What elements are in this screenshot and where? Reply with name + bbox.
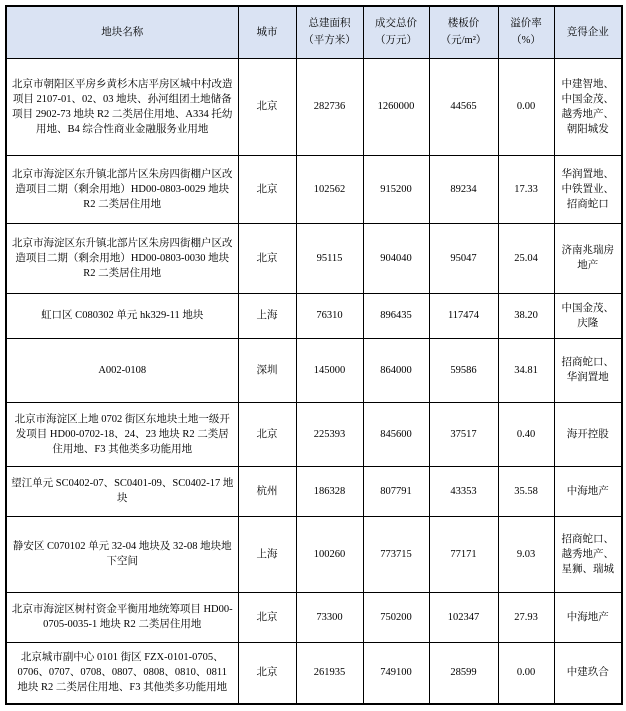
cell-area: 76310 (296, 293, 363, 338)
cell-total_price: 904040 (363, 223, 429, 293)
cell-name: 虹口区 C080302 单元 hk329-11 地块 (6, 293, 238, 338)
cell-city: 北京 (238, 223, 296, 293)
table-body (6, 58, 622, 704)
cell-area: 282736 (296, 58, 363, 155)
col-header-label: 溢价率 (510, 18, 542, 30)
col-header-unit: （元/m²） (440, 35, 487, 47)
cell-name: 静安区 C070102 单元 32-04 地块及 32-08 地块地下空间 (6, 516, 238, 592)
cell-winner: 中建智地、中国金茂、越秀地产、朝阳城发 (554, 58, 622, 155)
table-row (6, 223, 622, 293)
cell-name: 北京市海淀区上地 0702 街区东地块土地一级开发项目 HD00-0702-18、24、23 地块 R2 二类居住用地、F3 其他类多功能用地 (6, 402, 238, 466)
cell-floor_price: 89234 (429, 155, 498, 223)
table-row (6, 58, 622, 155)
cell-city: 杭州 (238, 466, 296, 516)
cell-winner: 中建玖合 (554, 642, 622, 704)
table-row (6, 592, 622, 642)
cell-total_price: 749100 (363, 642, 429, 704)
col-header-label: 楼板价 (447, 18, 480, 30)
col-header-unit: （%） (511, 35, 541, 47)
cell-total_price: 807791 (363, 466, 429, 516)
cell-total_price: 1260000 (363, 58, 429, 155)
table-row (6, 466, 622, 516)
cell-city: 深圳 (238, 338, 296, 402)
cell-floor_price: 117474 (429, 293, 498, 338)
cell-floor_price: 37517 (429, 402, 498, 466)
cell-winner: 中海地产 (554, 466, 622, 516)
cell-name: 望江单元 SC0402-07、SC0401-09、SC0402-17 地块 (6, 466, 238, 516)
cell-city: 上海 (238, 293, 296, 338)
cell-premium: 34.81 (498, 338, 554, 402)
cell-premium: 0.40 (498, 402, 554, 466)
cell-total_price: 896435 (363, 293, 429, 338)
cell-floor_price: 77171 (429, 516, 498, 592)
cell-total_price: 915200 (363, 155, 429, 223)
col-header-label: 地块名称 (101, 26, 144, 38)
cell-name: A002-0108 (6, 338, 238, 402)
cell-name: 北京市海淀区东升镇北部片区朱房四街棚户区改造项目二期（剩余用地）HD00-0803-0029 地块 R2 二类居住用地 (6, 155, 238, 223)
cell-area: 102562 (296, 155, 363, 223)
cell-total_price: 864000 (363, 338, 429, 402)
cell-name: 北京城市副中心 0101 街区 FZX-0101-0705、0706、0707、0708、0807、0808、0810、0811 地块 R2 二类居住用地、F3 其他类多功能用地 (6, 642, 238, 704)
table-row (6, 338, 622, 402)
cell-winner: 华润置地、中铁置业、招商蛇口 (554, 155, 622, 223)
cell-city: 北京 (238, 402, 296, 466)
cell-floor_price: 95047 (429, 223, 498, 293)
cell-area: 95115 (296, 223, 363, 293)
cell-premium: 0.00 (498, 58, 554, 155)
col-header-total_price (363, 6, 429, 58)
cell-name: 北京市海淀区东升镇北部片区朱房四街棚户区改造项目二期（剩余用地）HD00-0803-0030 地块 R2 二类居住用地 (6, 223, 238, 293)
cell-total_price: 845600 (363, 402, 429, 466)
col-header-label: 总建面积 (308, 18, 351, 30)
cell-area: 225393 (296, 402, 363, 466)
cell-premium: 9.03 (498, 516, 554, 592)
cell-winner: 中国金茂、庆隆 (554, 293, 622, 338)
cell-area: 145000 (296, 338, 363, 402)
cell-winner: 中海地产 (554, 592, 622, 642)
table-row (6, 155, 622, 223)
cell-floor_price: 43353 (429, 466, 498, 516)
table-row (6, 516, 622, 592)
cell-premium: 17.33 (498, 155, 554, 223)
cell-premium: 38.20 (498, 293, 554, 338)
land-transactions-table (5, 5, 623, 705)
table-header (6, 6, 622, 58)
cell-area: 100260 (296, 516, 363, 592)
cell-premium: 25.04 (498, 223, 554, 293)
table-row (6, 402, 622, 466)
col-header-area (296, 6, 363, 58)
cell-floor_price: 44565 (429, 58, 498, 155)
table-row (6, 293, 622, 338)
cell-total_price: 773715 (363, 516, 429, 592)
table-row (6, 642, 622, 704)
cell-premium: 27.93 (498, 592, 554, 642)
header-row (6, 6, 622, 58)
col-header-floor_price (429, 6, 498, 58)
cell-premium: 0.00 (498, 642, 554, 704)
cell-area: 73300 (296, 592, 363, 642)
cell-name: 北京市海淀区树村资金平衡用地统筹项目 HD00-0705-0035-1 地块 R2 二类居住用地 (6, 592, 238, 642)
cell-area: 261935 (296, 642, 363, 704)
col-header-label: 城市 (256, 26, 278, 38)
col-header-unit: （万元） (375, 35, 417, 47)
col-header-name (6, 6, 238, 58)
col-header-label: 竞得企业 (566, 26, 609, 38)
cell-city: 北京 (238, 592, 296, 642)
cell-city: 北京 (238, 155, 296, 223)
col-header-winner (554, 6, 622, 58)
cell-winner: 济南兆瑞房地产 (554, 223, 622, 293)
cell-floor_price: 59586 (429, 338, 498, 402)
cell-winner: 招商蛇口、越秀地产、星狮、瑞城 (554, 516, 622, 592)
cell-winner: 招商蛇口、华润置地 (554, 338, 622, 402)
cell-area: 186328 (296, 466, 363, 516)
col-header-city (238, 6, 296, 58)
cell-floor_price: 102347 (429, 592, 498, 642)
cell-name: 北京市朝阳区平房乡黄杉木店平房区城中村改造项目 2107-01、02、03 地块、孙河组团土地储备项目 2902-73 地块 R2 二类居住用地、A334 托幼用地、B4 综合性商业金融服务业用地 (6, 58, 238, 155)
col-header-label: 成交总价 (375, 18, 417, 30)
col-header-unit: （平方米） (303, 35, 356, 47)
cell-city: 上海 (238, 516, 296, 592)
cell-premium: 35.58 (498, 466, 554, 516)
cell-city: 北京 (238, 58, 296, 155)
cell-floor_price: 28599 (429, 642, 498, 704)
cell-total_price: 750200 (363, 592, 429, 642)
col-header-premium (498, 6, 554, 58)
cell-city: 北京 (238, 642, 296, 704)
cell-winner: 海开控股 (554, 402, 622, 466)
